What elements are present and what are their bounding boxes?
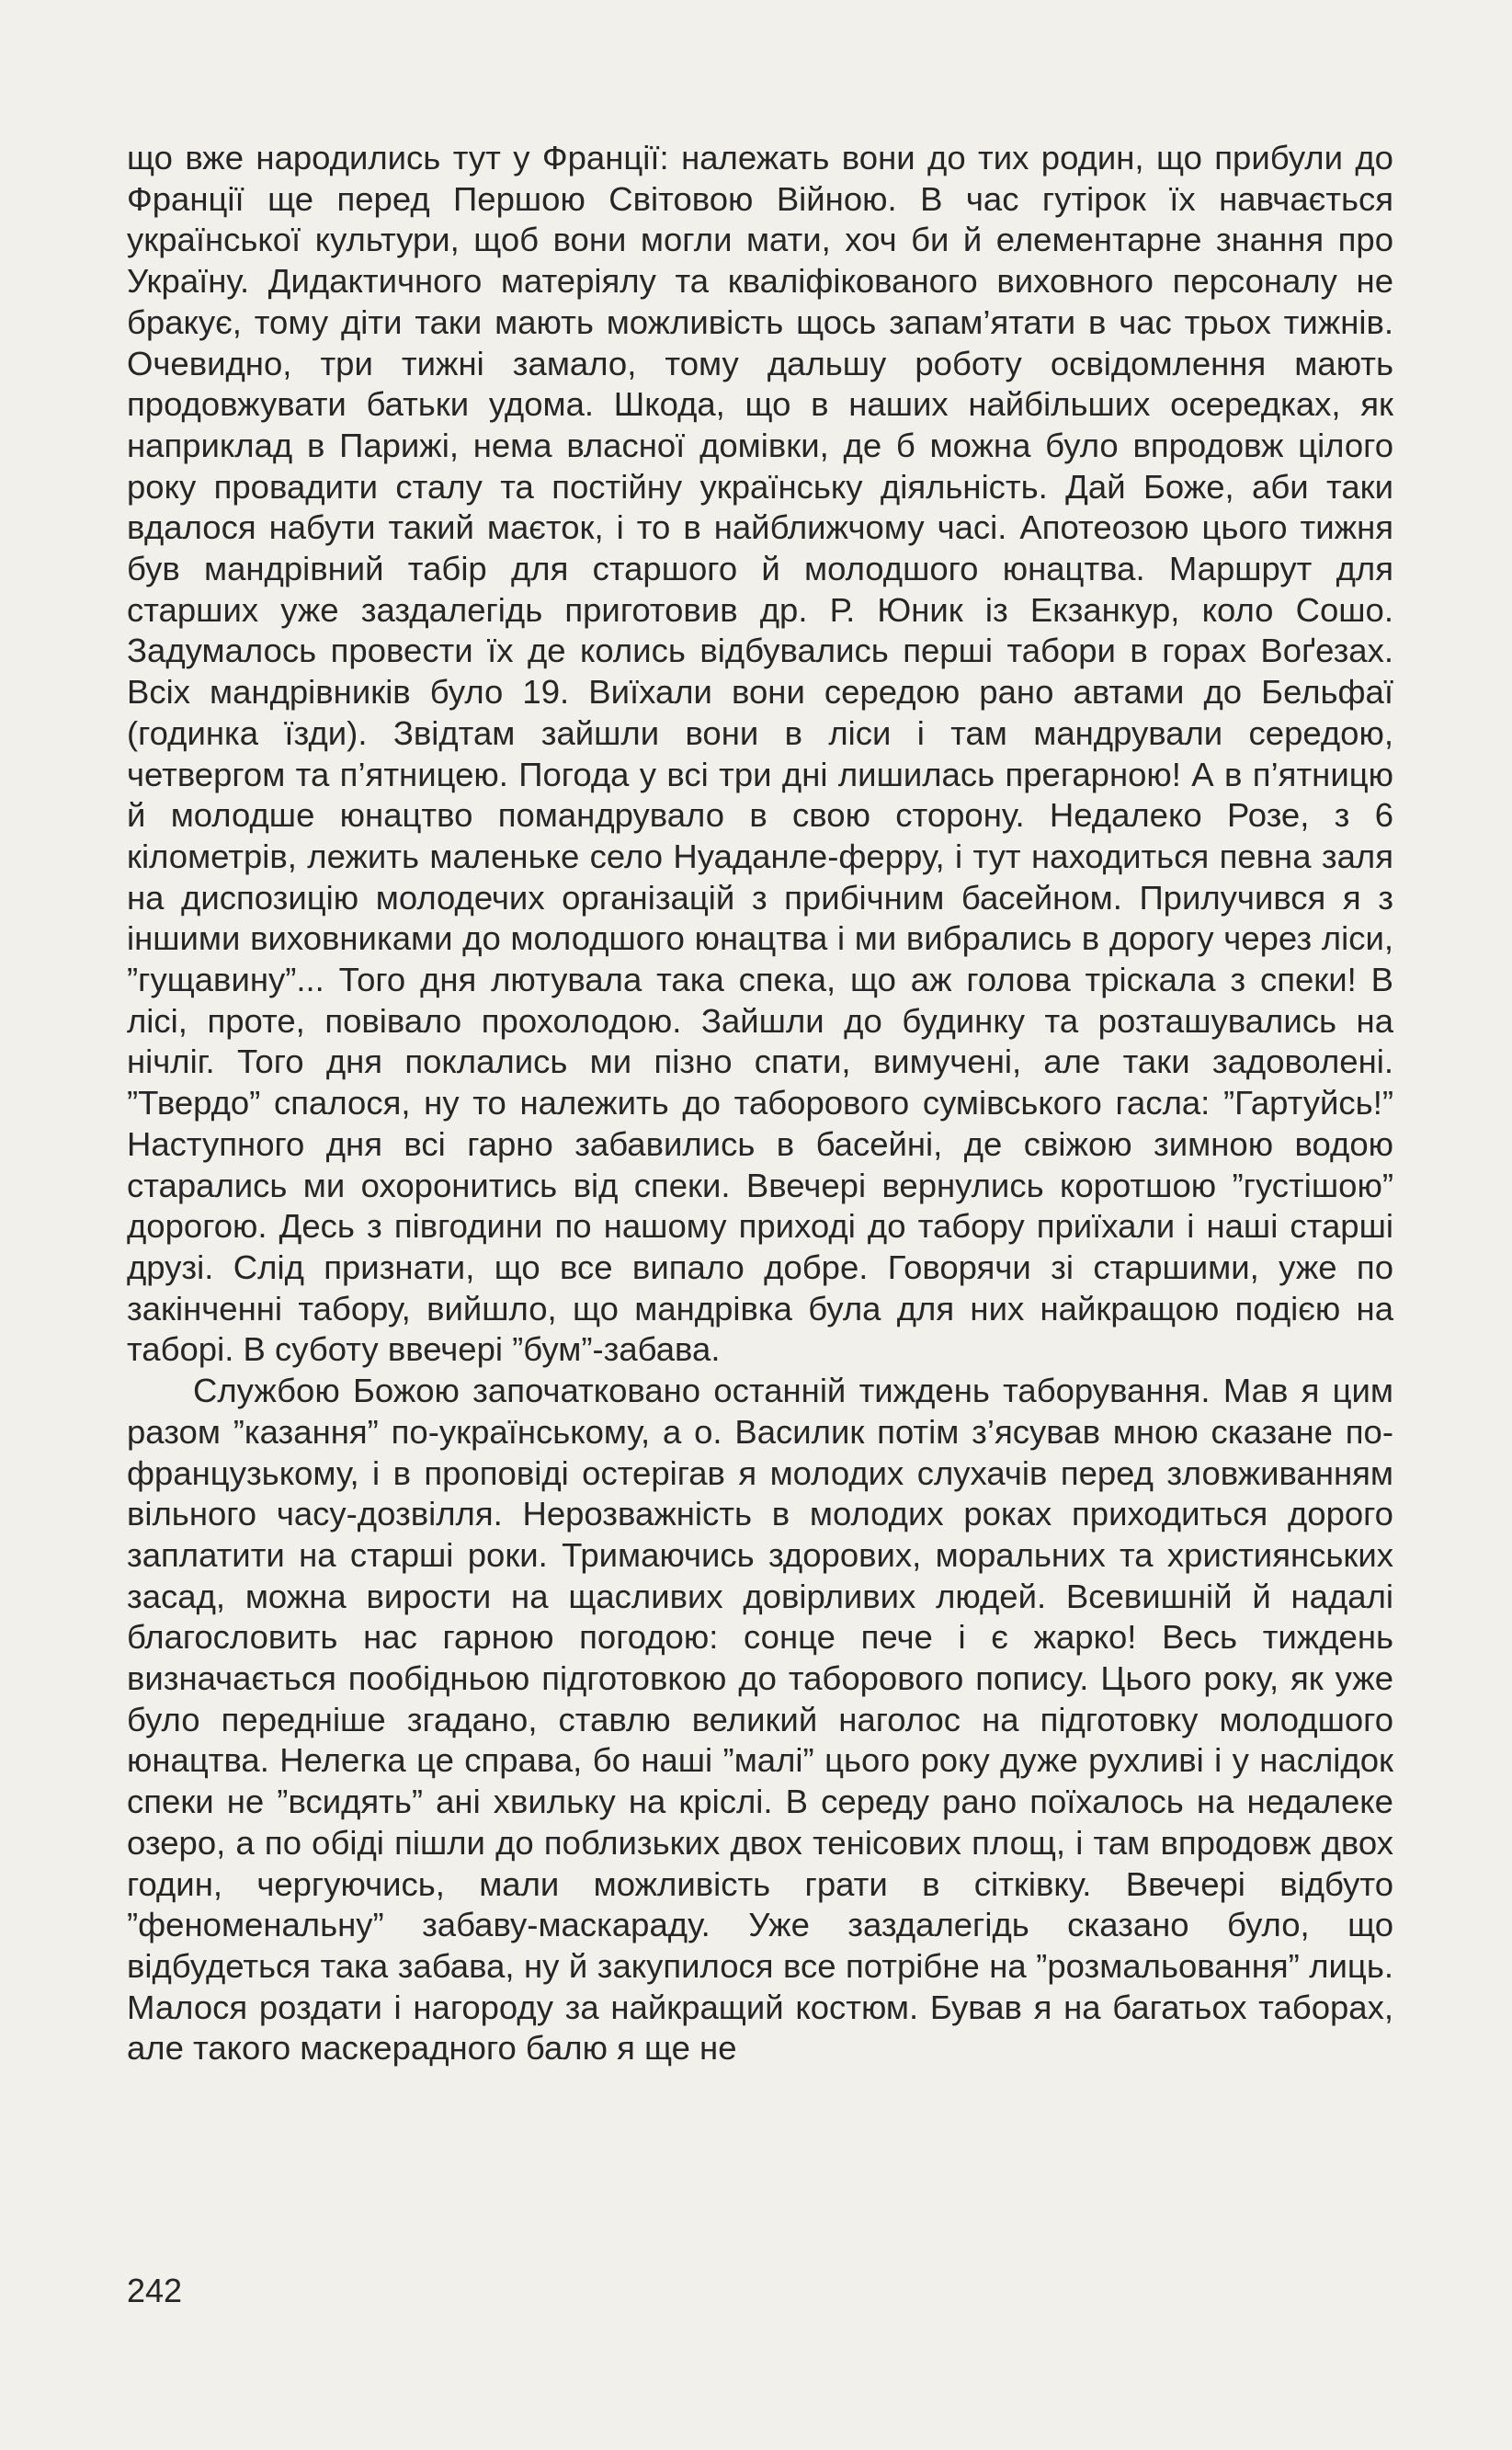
paragraph-last-week: Службою Божою започатковано останній тиждень таборування. Мав я цим разом ”казання” по-українському, а о. Василик потім з’ясував мною сказане по-французькому, і в проповіді остерігав я молодих слухачів перед зловживанням вільного часу-дозвілля. Нерозважність в молодих роках приходиться дорого заплатити на старші роки. Тримаючись здорових, моральних та християнських засад, можна вирости на щасливих довірливих людей. Всевишній й надалі благословить нас гарною погодою: сонце пече і є жарко! Весь тиждень визначається пообідньою підготовкою до таборового попису. Цього року, як уже було передніше згадано, ставлю великий наголос на підготовку молодшого юнацтва. Нелегка це справа, бо наші ”малі” цього року дуже рухливі і у наслідок спеки не ”всидять” ані хвильку на кріслі. В середу рано поїхалось на недалеке озеро, а по обіді пішли до поблизьких двох тенісових площ, і там впродовж двох годин, чергуючись, мали можливість грати в сітківку. Ввечері відбуто ”феноменальну” забаву-маскараду. Уже заздалегідь сказано було, що відбудеться така забава, ну й закупилося все потрібне на ”розмальовання” лиць. Малося роздати і нагороду за найкращий костюм. Бував я на багатьох таборах, але такого маскерадного балю я ще не: [127, 1372, 1393, 2068]
page-body: [127, 138, 1393, 2069]
page-number: 242: [127, 2272, 183, 2309]
paragraph-continued: що вже народились тут у Франції: належать вони до тих родин, що прибули до Франції ще перед Першою Світовою Війною. В час гутірок їх навчається української культури, щоб вони могли мати, хоч би й елементарне знання про Україну. Дидактичного матеріялу та кваліфікованого виховного персоналу не бракує, тому діти таки мають можливість щось запам’ятати в час трьох тижнів. Очевидно, три тижні замало, тому дальшу роботу освідомлення мають продовжувати батьки удома. Шкода, що в наших найбільших осередках, як наприклад в Парижі, нема власної домівки, де б можна було впродовж цілого року провадити сталу та постійну українську діяльність. Дай Боже, аби таки вдалося набути такий маєток, і то в найближчому часі. Апотеозою цього тижня був мандрівний табір для старшого й молодшого юнацтва. Маршрут для старших уже заздалегідь приготовив др. Р. Юник із Екзанкур, коло Сошо. Задумалось провести їх де колись відбувались перші табори в горах Воґезах. Всіх мандрівників було 19. Виїхали вони середою рано автами до Бельфаї (годинка їзди). Звідтам зайшли вони в ліси і там мандрували середою, четвергом та п’ятницею. Погода у всі три дні лишилась прегарною! А в п’ятницю й молодше юнацтво помандрувало в свою сторону. Недалеко Розе, з 6 кілометрів, лежить маленьке село Нуаданле-ферру, і тут находиться певна заля на диспозицію молодечих організацій з прибічним басейном. Прилучився я з іншими виховниками до молодшого юнацтва і ми вибрались в дорогу через ліси, ”гущавину”... Того дня лютувала така спека, що аж голова тріскала з спеки! В лісі, проте, повівало прохолодою. Зайшли до будинку та розташувались на нічліг. Того дня поклались ми пізно спати, вимучені, але таки задоволені. ”Твердо” спалося, ну то належить до таборового сумівського гасла: ”Гартуйсь!” Наступного дня всі гарно забавились в басейні, де свіжою зимною водою старались ми охоронитись від спеки. Ввечері вернулись коротшою ”густішою” дорогою. Десь з півгодини по нашому приході до табору приїхали і наші старші друзі. Слід признати, що все випало добре. Говорячи зі старшими, уже по закінченні табору, вийшло, що мандрівка була для них найкращою подією на таборі. В суботу ввечері ”бум”-забава.: [127, 139, 1393, 1369]
